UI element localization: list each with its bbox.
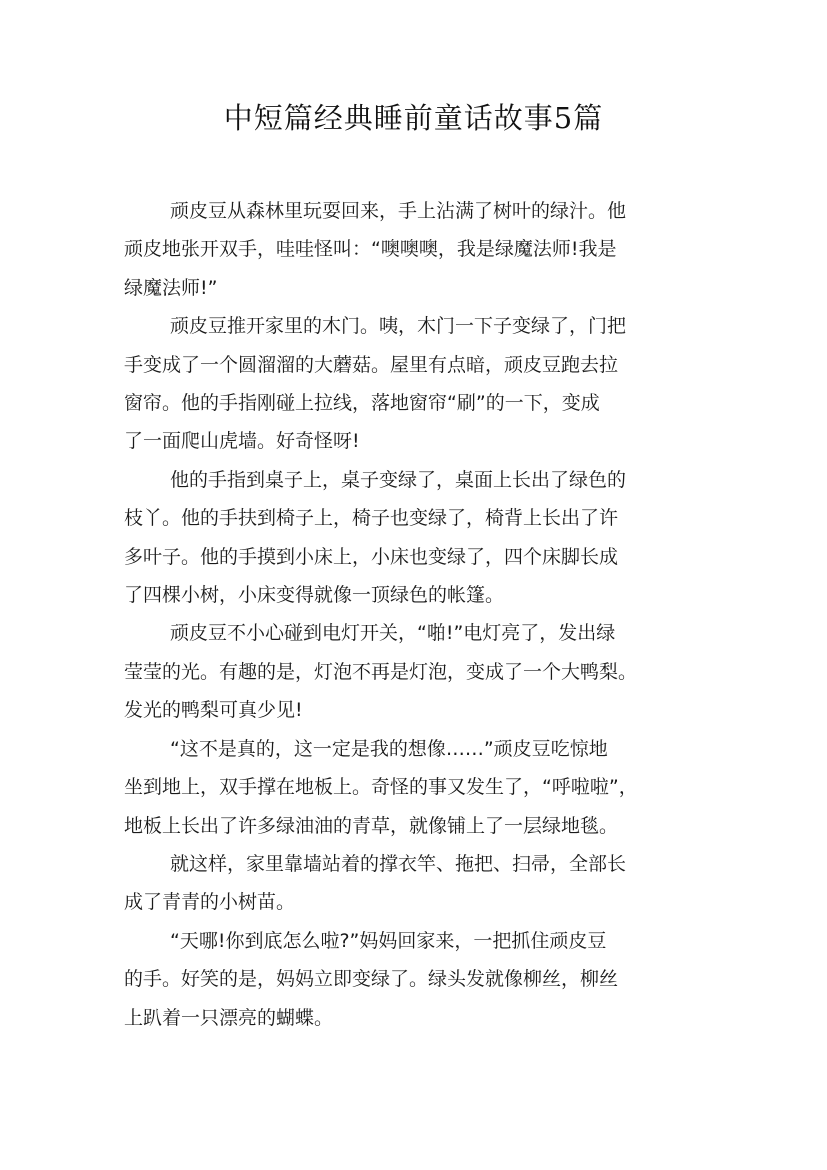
paragraph-4: [124, 614, 708, 729]
paragraph-line: 顽皮豆推开家里的木门。咦，木门一下子变绿了，门把: [170, 315, 627, 338]
paragraph-line: 多叶子。他的手摸到小床上，小床也变绿了，四个床脚长成: [124, 545, 619, 568]
paragraph-2: [124, 307, 708, 461]
paragraph-line: 了一面爬山虎墙。好奇怪呀!: [124, 430, 360, 453]
paragraph-line: 枝丫。他的手扶到椅子上，椅子也变绿了，椅背上长出了许: [124, 507, 619, 530]
paragraph-line: 上趴着一只漂亮的蝴蝶。: [124, 1006, 334, 1029]
paragraph-1: [124, 192, 708, 307]
paragraph-line: 手变成了一个圆溜溜的大蘑菇。屋里有点暗，顽皮豆跑去拉: [124, 353, 619, 376]
paragraph-7: [124, 922, 708, 1037]
paragraph-line: 坐到地上，双手撑在地板上。奇怪的事又发生了，“呼啦啦”，: [124, 776, 638, 799]
paragraph-6: [124, 845, 708, 922]
paragraph-line: 发光的鸭梨可真少见!: [124, 699, 303, 722]
paragraph-line: 顽皮地张开双手，哇哇怪叫：“噢噢噢，我是绿魔法师!我是: [124, 238, 617, 261]
paragraph-line: 了四棵小树，小床变得就像一顶绿色的帐篷。: [124, 584, 505, 607]
paragraph-line: 窗帘。他的手指刚碰上拉线，落地窗帘“刷”的一下，变成: [124, 392, 600, 415]
paragraph-line: 就这样，家里靠墙站着的撑衣竿、拖把、扫帚，全部长: [170, 852, 627, 875]
page-title: 中短篇经典睡前童话故事5篇: [223, 101, 604, 135]
paragraph-line: 地板上长出了许多绿油油的青草，就像铺上了一层绿地毯。: [124, 814, 619, 837]
paragraph-line: 他的手指到桌子上，桌子变绿了，桌面上长出了绿色的: [170, 468, 627, 491]
paragraph-line: 成了青青的小树苗。: [124, 891, 296, 914]
paragraph-line: 的手。好笑的是，妈妈立即变绿了。绿头发就像柳丝，柳丝: [124, 968, 619, 991]
paragraph-line: 顽皮豆从森林里玩耍回来，手上沾满了树叶的绿汁。他: [170, 200, 627, 222]
paragraph-line: “这不是真的，这一定是我的想像……”顽皮豆吃惊地: [170, 737, 608, 760]
paragraph-line: 绿魔法师!”: [124, 276, 218, 299]
paragraph-line: 顽皮豆不小心碰到电灯开关，“啪!”电灯亮了，发出绿: [170, 622, 616, 645]
paragraph-5: [124, 730, 708, 845]
paragraph-3: [124, 461, 708, 615]
story-body: [124, 192, 708, 1037]
paragraph-line: “天哪!你到底怎么啦?”妈妈回家来，一把抓住顽皮豆: [170, 929, 607, 952]
paragraph-line: 莹莹的光。有趣的是，灯泡不再是灯泡，变成了一个大鸭梨。: [124, 660, 638, 683]
